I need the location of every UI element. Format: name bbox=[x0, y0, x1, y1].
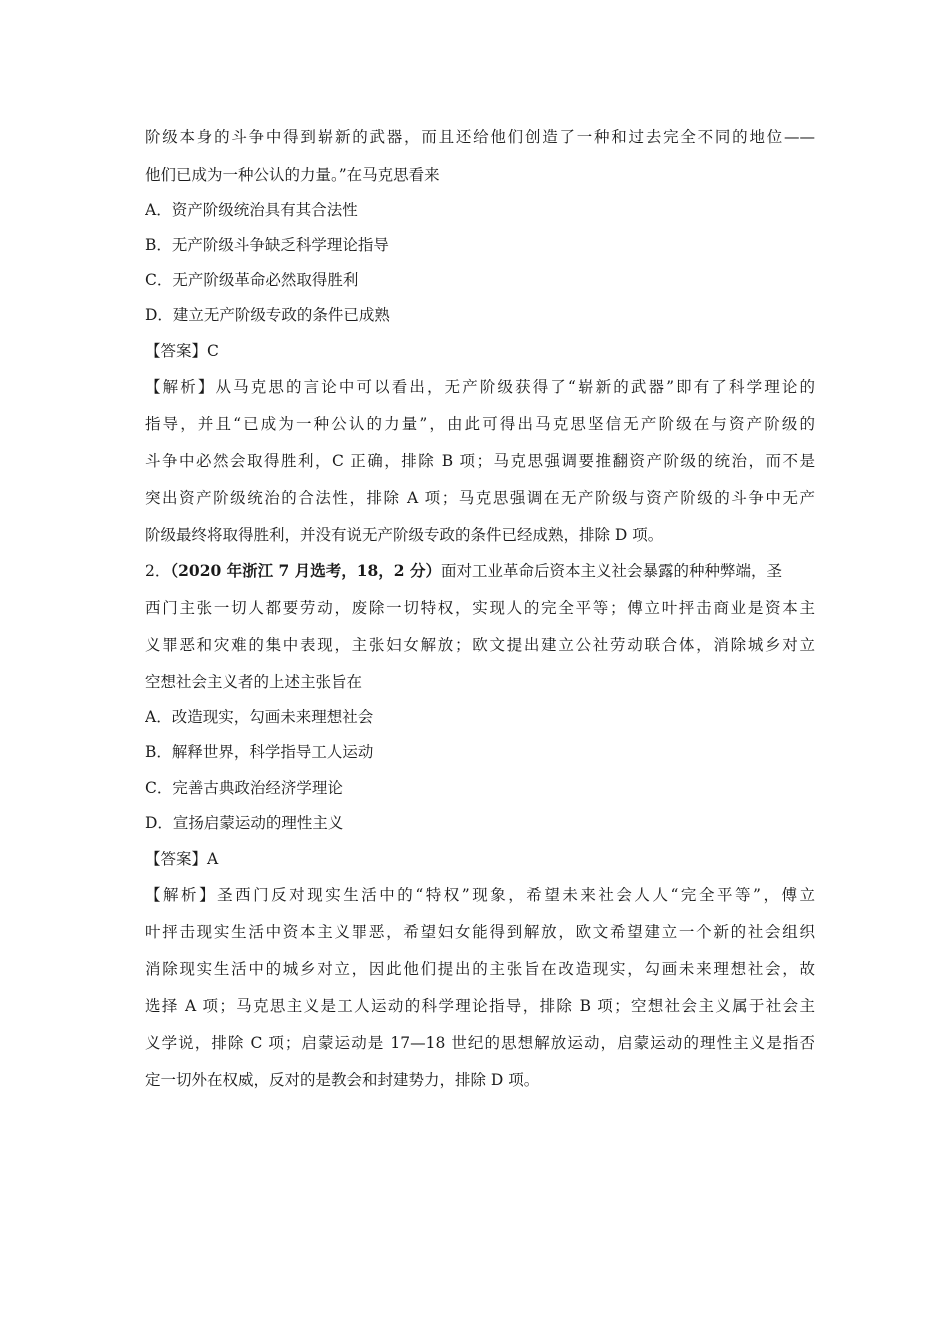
q2-stem-line-3: 义罪恶和灾难的集中表现，主张妇女解放；欧文提出建立公社劳动联合体，消除城乡对立 bbox=[145, 636, 815, 654]
q1-option-a: A．资产阶级统治具有其合法性 bbox=[145, 201, 358, 219]
q2-number: 2． bbox=[145, 562, 171, 580]
q2-analysis-line-2: 叶抨击现实生活中资本主义罪恶，希望妇女能得到解放，欧文希望建立一个新的社会组织 bbox=[145, 923, 815, 941]
q2-analysis-line-3: 消除现实生活中的城乡对立，因此他们提出的主张旨在改造现实，勾画未来理想社会，故 bbox=[145, 960, 815, 978]
q1-option-c: C．无产阶级革命必然取得胜利 bbox=[145, 271, 359, 289]
q2-option-d: D．宣扬启蒙运动的理性主义 bbox=[145, 814, 344, 832]
q1-analysis-line-5: 阶级最终将取得胜利，并没有说无产阶级专政的条件已经成熟，排除 D 项。 bbox=[145, 526, 664, 544]
q2-analysis-line-1: 【解析】圣西门反对现实生活中的“特权”现象，希望未来社会人人“完全平等”，傅立 bbox=[145, 886, 815, 904]
q2-stem-line-2: 西门主张一切人都要劳动，废除一切特权，实现人的完全平等；傅立叶抨击商业是资本主 bbox=[145, 599, 815, 617]
q2-stem-line-1 bbox=[145, 560, 815, 582]
q2-stem-first-rest: 面对工业革命后资本主义社会暴露的种种弊端，圣 bbox=[441, 562, 783, 580]
q2-stem-line-4: 空想社会主义者的上述主张旨在 bbox=[145, 673, 363, 691]
q1-analysis-line-3: 斗争中必然会取得胜利，C 正确，排除 B 项；马克思强调要推翻资产阶级的统治，而不是 bbox=[145, 452, 815, 470]
q1-analysis-line-1: 【解析】从马克思的言论中可以看出，无产阶级获得了“崭新的武器”即有了科学理论的 bbox=[145, 378, 815, 396]
q1-analysis-line-2: 指导，并且“已成为一种公认的力量”，由此可得出马克思坚信无产阶级在与资产阶级的 bbox=[145, 415, 815, 433]
q1-answer: 【答案】C bbox=[145, 342, 219, 360]
q1-analysis-line-4: 突出资产阶级统治的合法性，排除 A 项；马克思强调在无产阶级与资产阶级的斗争中无产 bbox=[145, 489, 815, 507]
q1-option-b: B．无产阶级斗争缺乏科学理论指导 bbox=[145, 236, 389, 254]
q1-stem-line-1: 阶级本身的斗争中得到崭新的武器，而且还给他们创造了一种和过去完全不同的地位—— bbox=[145, 128, 815, 146]
q1-stem-line-2: 他们已成为一种公认的力量。”在马克思看来 bbox=[145, 166, 440, 184]
q2-option-c: C．完善古典政治经济学理论 bbox=[145, 779, 343, 797]
q2-source: （2020 年浙江 7 月选考，18，2 分） bbox=[170, 561, 441, 580]
q2-analysis-line-6: 定一切外在权威，反对的是教会和封建势力，排除 D 项。 bbox=[145, 1071, 540, 1089]
q2-option-b: B．解释世界，科学指导工人运动 bbox=[145, 743, 374, 761]
q2-analysis-line-4: 选择 A 项；马克思主义是工人运动的科学理论指导，排除 B 项；空想社会主义属于社会主 bbox=[145, 997, 815, 1015]
q2-answer: 【答案】A bbox=[145, 850, 219, 868]
q2-option-a: A．改造现实，勾画未来理想社会 bbox=[145, 708, 374, 726]
q1-option-d: D．建立无产阶级专政的条件已成熟 bbox=[145, 306, 390, 324]
q2-analysis-line-5: 义学说，排除 C 项；启蒙运动是 17—18 世纪的思想解放运动，启蒙运动的理性主义是指否 bbox=[145, 1034, 815, 1052]
